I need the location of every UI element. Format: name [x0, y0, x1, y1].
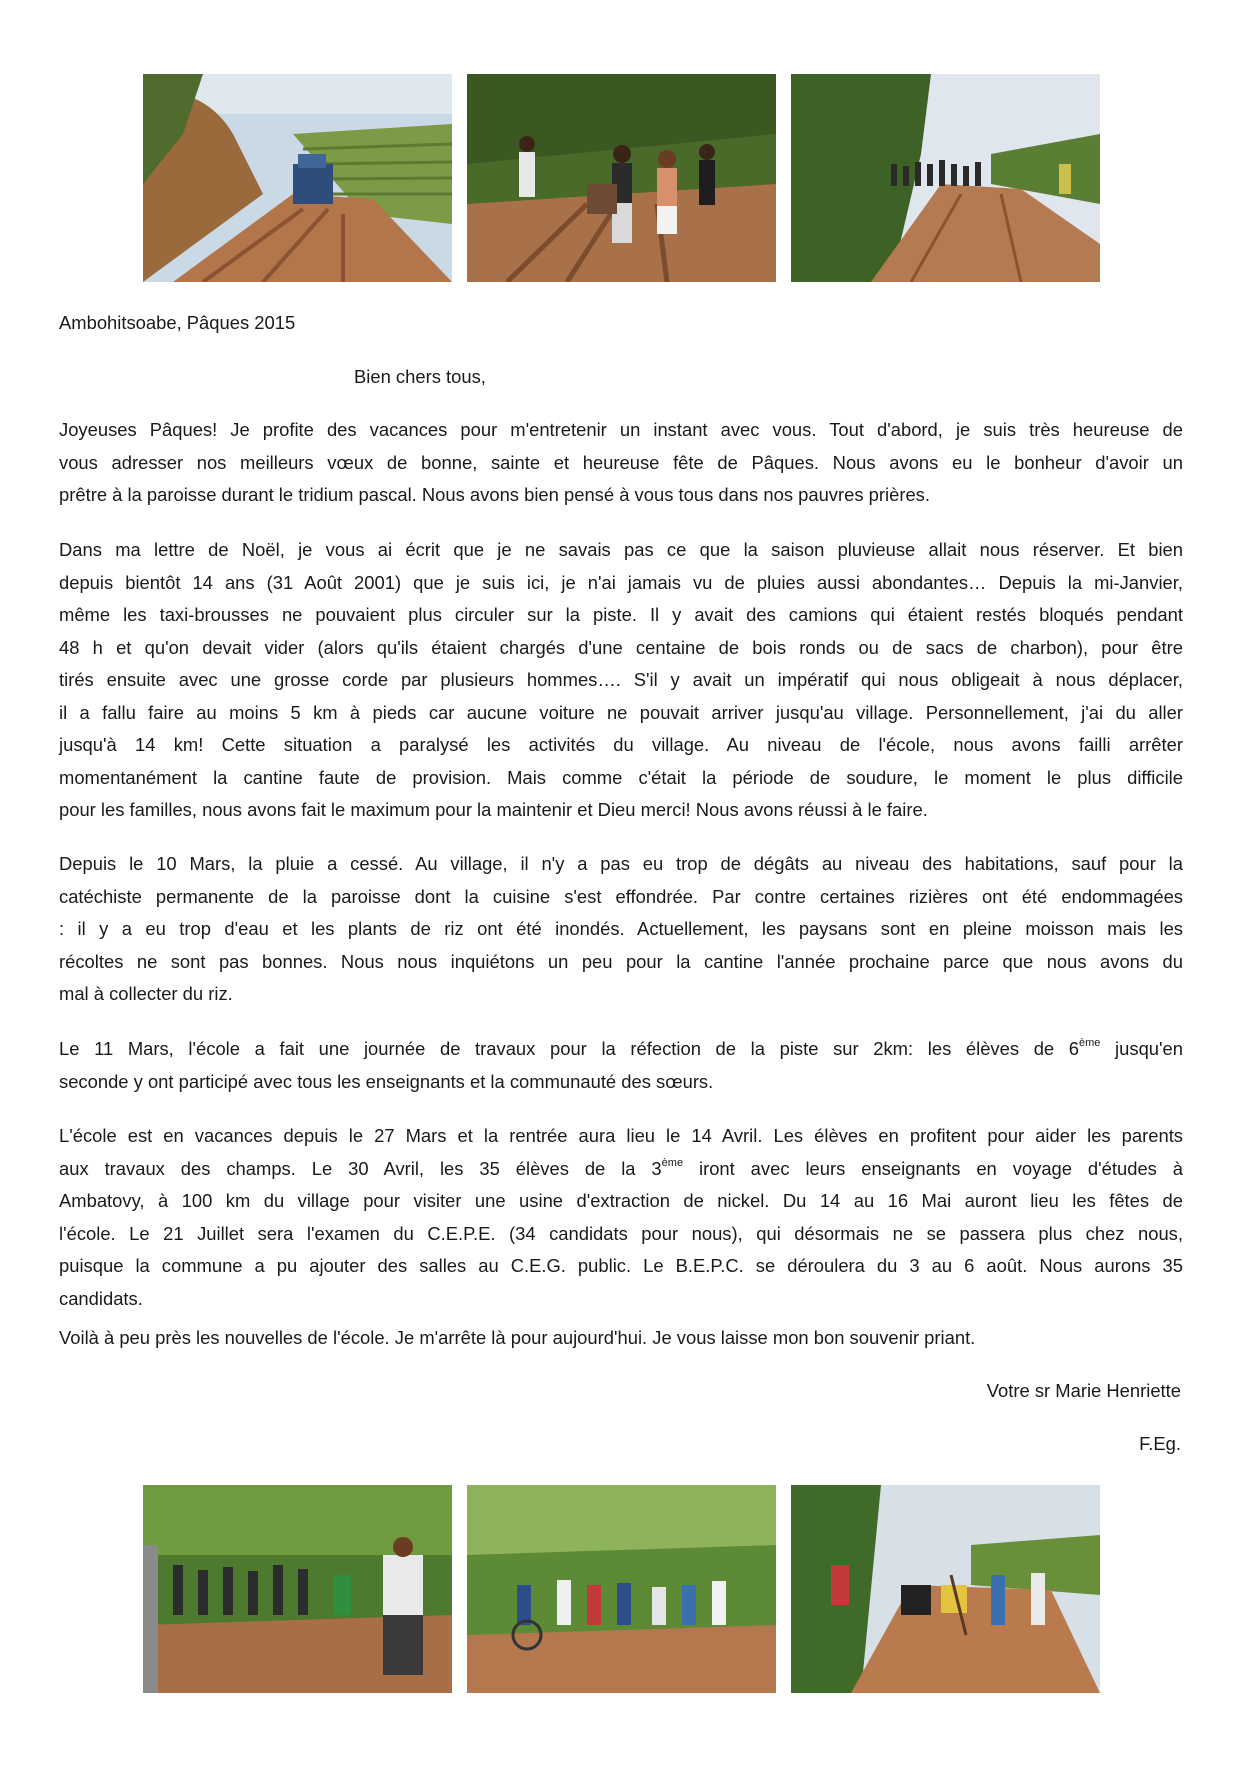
text-line: mal à collecter du riz. [59, 983, 233, 1004]
top-photo-row [143, 74, 1100, 282]
text-fragment: aux travaux des champs. Le 30 Avril, les 35 élèves de la 3 [59, 1157, 662, 1179]
photo-icon [791, 1485, 1100, 1693]
paragraph-road-repair [59, 1033, 1183, 1098]
text-line: pour les familles, nous avons fait le maximum pour la maintenir et Dieu merci! Nous avons réussi à le faire. [59, 799, 928, 820]
text-line [59, 1033, 1183, 1066]
superscript: ème [661, 1156, 684, 1169]
text-line: momentanément la cantine faute de provision. Mais comme c'était la période de soudure, le moment le plus difficile [59, 766, 1183, 788]
text-line: : il y a eu trop d'eau et les plants de riz ont été inondés. Actuellement, les paysans sont en pleine moisson mais les [59, 918, 1183, 939]
text-line [59, 1153, 1183, 1186]
photo-students-working-mud [467, 1485, 776, 1693]
text-fragment: jusqu'en [1100, 1038, 1183, 1059]
text-line: Joyeuses Pâques! Je profite des vacances pour m'entretenir un instant avec vous. Tout d'abord, je suis très heureuse de [59, 419, 1183, 440]
text-line: catéchiste permanente de la paroisse dont la cuisine s'est effondrée. Par contre certaines rizières ont été endommagées [59, 885, 1183, 907]
place-date: Ambohitsoabe, Pâques 2015 [59, 312, 296, 333]
photo-icon [143, 74, 452, 282]
text-line: 48 h et qu'on devait vider (alors qu'ils étaient chargés d'une centaine de bois ronds ou de sacs de charbon), pour être [59, 636, 1183, 658]
initials: F.Eg. [1139, 1433, 1181, 1454]
text-fragment: iront avec leurs enseignants en voyage d'études à [683, 1157, 1184, 1179]
text-line: puisque la commune a pu ajouter des salles au C.E.G. public. Le B.E.P.C. se déroulera du 3 au 6 août. Nous aurons 35 [59, 1255, 1183, 1276]
photo-men-pushing-vehicle [467, 74, 776, 282]
paragraph-rain-stopped [59, 848, 1183, 1011]
photo-icon [467, 74, 776, 282]
text-line: Ambatovy, à 100 km du village pour visiter une usine d'extraction de nickel. Du 14 au 16 Mai auront lieu les fêtes de [59, 1190, 1183, 1211]
bottom-photo-row [143, 1485, 1100, 1693]
text-line: même les taxi-brousses ne pouvaient plus circuler sur la piste. Il y avait des camions qui étaient restés bloqués pendant [59, 604, 1183, 625]
photo-icon [467, 1485, 776, 1693]
photo-icon [143, 1485, 452, 1693]
photo-students-repairing-road [143, 1485, 452, 1693]
paragraph-easter-greetings [59, 414, 1183, 512]
salutation: Bien chers tous, [354, 366, 486, 387]
photo-muddy-road-truck [143, 74, 452, 282]
paragraph-rainy-season [59, 534, 1183, 827]
signature: Votre sr Marie Henriette [986, 1380, 1181, 1401]
superscript: ème [1079, 1037, 1101, 1049]
text-line: Dans ma lettre de Noël, je vous ai écrit que je ne savais pas ce que la saison pluvieuse allait nous réserver. Et bien [59, 539, 1183, 560]
text-line: vous adresser nos meilleurs vœux de bonne, sainte et heureuse fête de Pâques. Nous avons eu le bonheur d'avoir un [59, 451, 1183, 473]
photo-crowd-on-road [791, 74, 1100, 282]
text-line: candidats. [59, 1287, 143, 1309]
text-line: l'école. Le 21 Juillet sera l'examen du C.E.P.E. (34 candidats pour nous), qui désormais ne se passera plus chez nous, [59, 1222, 1183, 1244]
paragraph-school-holidays [59, 1120, 1183, 1315]
text-fragment: Le 11 Mars, l'école a fait une journée de travaux pour la réfection de la piste sur 2km: les élèves de 6 [59, 1038, 1080, 1059]
closing-line: Voilà à peu près les nouvelles de l'école. Je m'arrête là pour aujourd'hui. Je vous laisse mon bon souvenir priant. [59, 1327, 976, 1348]
photo-icon [791, 74, 1100, 282]
photo-students-digging [791, 1485, 1100, 1693]
text-line: seconde y ont participé avec tous les enseignants et la communauté des sœurs. [59, 1070, 714, 1092]
text-line: depuis bientôt 14 ans (31 Août 2001) que je suis ici, je n'ai jamais vu de pluies aussi abondantes… Depuis la mi-Janvier, [59, 571, 1183, 593]
text-line: il a fallu faire au moins 5 km à pieds car aucune voiture ne pouvait arriver jusqu'au village. Personnellement, j'ai du aller [59, 701, 1183, 723]
text-line: L'école est en vacances depuis le 27 Mars et la rentrée aura lieu le 14 Avril. Les élèves en profitent pour aider les parents [59, 1125, 1183, 1146]
text-line: récoltes ne sont pas bonnes. Nous nous inquiétons un peu pour la cantine l'année prochaine parce que nous avons du [59, 950, 1183, 972]
text-line: tirés ensuite avec une grosse corde par plusieurs hommes…. S'il y avait un impératif qui nous obligeait à nous déplacer, [59, 669, 1183, 690]
text-line: Depuis le 10 Mars, la pluie a cessé. Au village, il n'y a pas eu trop de dégâts au niveau des habitations, sauf pour la [59, 853, 1183, 874]
text-line: prêtre à la paroisse durant le tridium pascal. Nous avons bien pensé à vous tous dans nos pauvres prières. [59, 484, 930, 505]
text-line: jusqu'à 14 km! Cette situation a paralysé les activités du village. Au niveau de l'école, nous avons failli arrêter [59, 734, 1183, 755]
